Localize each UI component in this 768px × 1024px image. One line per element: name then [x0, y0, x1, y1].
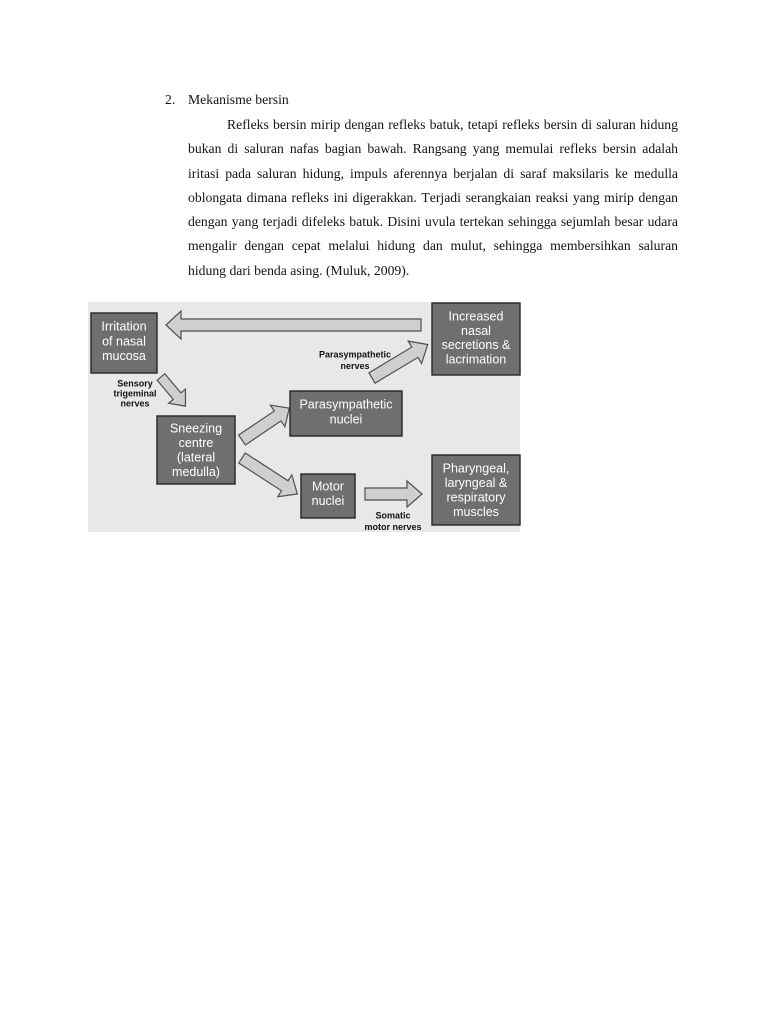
label-somatic-motor-nerves-line: motor nerves [364, 522, 422, 532]
box-muscles-line: Pharyngeal, [442, 461, 510, 476]
box-sneezing-centre [157, 416, 235, 484]
label-somatic-motor-nerves-line: Somatic [375, 510, 411, 521]
box-increased-nasal-secretions [432, 303, 520, 375]
box-parasympathetic-nuclei-line: nuclei [329, 412, 363, 427]
box-sneezing-centre-line: (lateral [176, 450, 216, 465]
label-parasympathetic-nerves-line: Parasympathetic [318, 349, 392, 360]
box-muscles-line: laryngeal & [444, 476, 508, 490]
box-motor-nuclei-line: nuclei [311, 494, 345, 508]
sneezing-reflex-diagram [86, 300, 522, 534]
box-muscles-line: muscles [453, 505, 499, 519]
label-sensory-trigeminal-nerves-line: trigeminal [113, 388, 157, 399]
box-irritation-line: Irritation [101, 319, 147, 334]
section-heading [165, 88, 289, 112]
box-parasympathetic-nuclei-line: Parasympathetic [299, 397, 393, 412]
box-irritation-line: of nasal [102, 334, 146, 349]
box-secretions-line: lacrimation [445, 352, 507, 367]
section-number: 2. [165, 92, 176, 107]
box-secretions-line: nasal [461, 323, 491, 338]
body-paragraph: Refleks bersin mirip dengan refleks batuk, tetapi refleks bersin di saluran hidung bukan di saluran nafas bagian bawah. Rangsang yang memulai refleks bersin adalah iritasi pada saluran hidung, impuls aferennya berjalan di saraf maksilaris ke medulla oblongata dimana refleks ini digerakkan. Terjadi serangkaian reaksi yang mirip dengan dengan yang terjadi difeleks batuk. Disini uvula tertekan sehingga sejumlah besar udara mengalir dengan cepat melalui hidung dan mulut, sehingga membersihkan saluran hidung dari benda asing. (Muluk, 2009). [188, 117, 678, 278]
label-sensory-trigeminal-nerves-line: nerves [120, 398, 150, 409]
box-motor-nuclei-line: Motor [312, 479, 344, 494]
box-irritation-of-nasal-mucosa [91, 313, 157, 373]
box-muscles-line: respiratory [446, 490, 506, 505]
box-sneezing-centre-line: centre [178, 436, 214, 450]
box-parasympathetic-nuclei [290, 391, 402, 436]
box-secretions-line: secretions & [441, 338, 511, 353]
label-sensory-trigeminal-nerves-line: Sensory [117, 378, 153, 389]
section-title: Mekanisme bersin [188, 92, 289, 107]
box-sneezing-centre-line: Sneezing [169, 421, 223, 436]
box-secretions-line: Increased [448, 309, 504, 324]
box-sneezing-centre-line: medulla) [172, 465, 220, 479]
box-pharyngeal-laryngeal-respiratory-muscles [432, 455, 520, 525]
box-motor-nuclei [301, 474, 355, 518]
label-parasympathetic-nerves-line: nerves [340, 361, 370, 371]
box-irritation-line: mucosa [102, 349, 146, 363]
